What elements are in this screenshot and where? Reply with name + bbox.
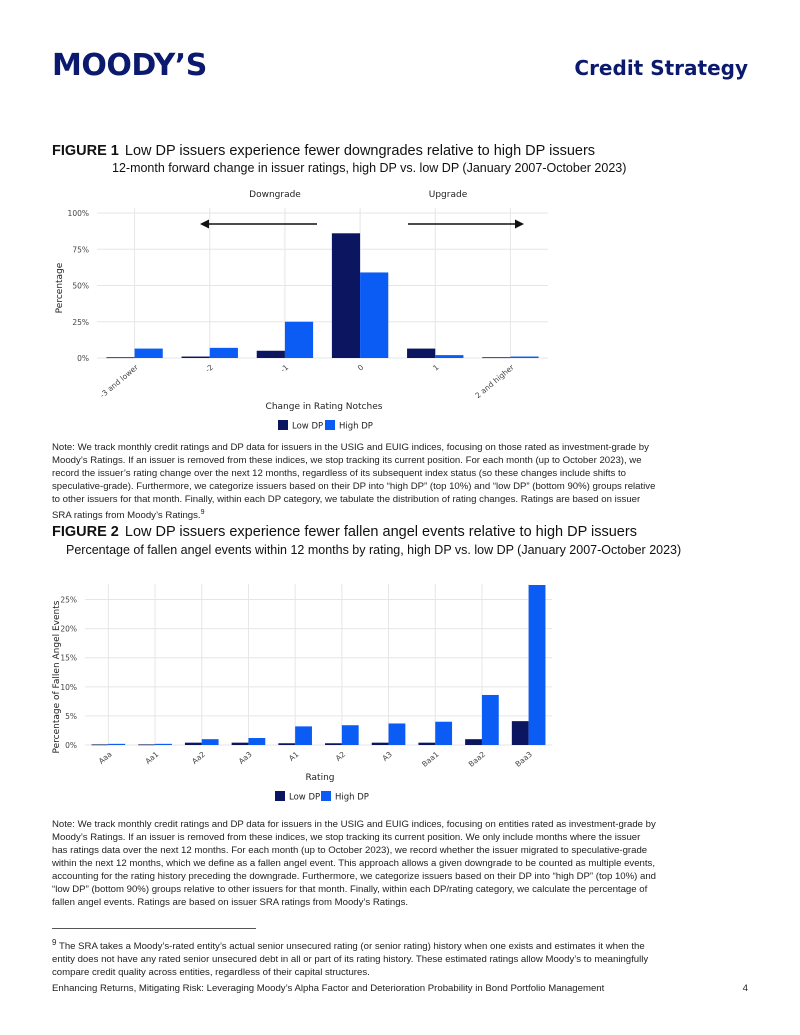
bar-high-dp (155, 744, 172, 745)
legend2-label-low-dp: Low DP (289, 792, 321, 803)
bar-high-dp (529, 585, 546, 745)
c2-y-tick-label: 0% (65, 741, 77, 750)
c2-x-tick-label: Aa1 (143, 749, 161, 766)
bar-low-dp (232, 743, 249, 745)
c2-x-tick-label: Aa3 (236, 749, 254, 766)
figure1-x-axis-label: Change in Rating Notches (265, 402, 383, 412)
c2-x-tick-label: A3 (380, 749, 394, 763)
figure2-subtitle: Percentage of fallen angel events within 12 months by rating, high DP vs. low DP (January 2007-October 2023) (66, 543, 682, 557)
c1-x-tick-label: 2 and higher (473, 362, 516, 401)
c2-x-tick-label: A1 (287, 749, 301, 763)
bar-high-dp (435, 722, 452, 745)
figure2-x-axis-label: Rating (305, 773, 335, 783)
bar-low-dp (325, 743, 342, 745)
c1-x-tick-label: -2 (203, 362, 216, 375)
bar-high-dp (510, 357, 538, 358)
upgrade-annotation: Upgrade (428, 190, 468, 200)
bar-high-dp (389, 723, 406, 745)
bar-low-dp (465, 739, 482, 745)
c1-y-tick-label: 75% (72, 245, 89, 255)
figure2-title-text: Low DP issuers experience fewer fallen angel events relative to high DP issuers (124, 524, 637, 540)
bar-low-dp (418, 743, 435, 745)
c1-y-tick-label: 25% (72, 317, 89, 327)
c1-x-tick-label: 0 (355, 362, 366, 373)
page-number: 4 (742, 983, 748, 994)
c2-x-tick-label: Baa3 (513, 749, 534, 769)
footnote-divider (52, 928, 256, 929)
bar-high-dp (482, 695, 499, 745)
bar-high-dp (435, 355, 463, 358)
c2-x-tick-label: Aaa (96, 749, 114, 766)
footnote-text: The SRA takes a Moody’s-rated entity’s actual senior unsecured rating (or senior rating) history when one exists and estimates it when the entity does not have any rated senior unsecured debt in all or part of its rating history. These estimated ratings allow Moody’s to meaningfully compare credit quality across entities, regardless of their capital structures. (52, 941, 649, 979)
c2-x-tick-label: Aa2 (190, 749, 208, 766)
c2-y-tick-label: 20% (60, 624, 77, 634)
legend2-label-high-dp: High DP (335, 792, 369, 803)
legend-swatch-low-dp (278, 420, 288, 430)
legend-label-high-dp: High DP (339, 421, 373, 432)
bar-low-dp (407, 349, 435, 358)
footnote-ref: 9 (200, 509, 205, 516)
footnote-mark: 9 (52, 938, 57, 947)
bar-low-dp (257, 351, 285, 358)
bar-low-dp (182, 357, 210, 358)
bar-high-dp (295, 726, 312, 745)
bar-low-dp (278, 743, 295, 745)
bar-low-dp (332, 233, 360, 358)
downgrade-annotation: Downgrade (249, 190, 301, 200)
moodys-logo: MOODY’S (52, 48, 207, 83)
figure1-note-text: Note: We track monthly credit ratings and DP data for issuers in the USIG and EUIG indices, focusing on those rated as investment-grade by Moody’s Ratings. If an issuer is removed from these indices, we stop tracking its current position. For each month (up to October 2023), we record the issuer’s rating change over the next 12 months, regardless of its subsequent index status (so these changes include shifts to speculative-grade). Furthermore, we categorize issuers based on their DP into “high DP” (top 10%) and “low DP” (bottom 90%) groups relative to other issuers for that month. Finally, within each DP category, we tabulate the distribution of rating changes. Ratings are based on issuer SRA ratings from Moody’s Ratings. (52, 442, 656, 522)
bar-high-dp (135, 349, 163, 358)
figure1-title-text: Low DP issuers experience fewer downgrades relative to high DP issuers (124, 143, 596, 159)
section-title: Credit Strategy (574, 56, 748, 80)
figure2-chart (40, 580, 560, 808)
c2-x-tick-label: Baa1 (420, 749, 441, 769)
legend2-swatch-high-dp (321, 791, 331, 801)
bar-high-dp (202, 739, 219, 745)
bar-low-dp (106, 357, 134, 358)
footer-text: Enhancing Returns, Mitigating Risk: Leveraging Moody’s Alpha Factor and Deterioration Probability in Bond Portfolio Management (52, 983, 605, 994)
bar-low-dp (138, 744, 155, 745)
c2-y-tick-label: 10% (60, 682, 77, 692)
figure1-y-axis-label: Percentage (55, 262, 65, 314)
figure2-note: Note: We track monthly credit ratings and DP data for issuers in the USIG and EUIG indices, focusing on entities rated as investment-grade by Moody’s Ratings. If an issuer is removed from these indices, we stop tracking its current position. We only include months where the issuer has ratings data over the next 12 months. For each month (up to October 2023), we record whether the issuer migrated to speculative-grade within the next 12 months, which we define as a fallen angel event. This approach allows a given downgrade to be counted as multiple events, accounting for the rating history preceding the downgrade. Furthermore, we categorize issuers based on their DP into “high DP” (top 10%) and “low DP” (bottom 90%) groups relative to other issuers for that month. Finally, within each DP/rating category, we calculate the percentage of fallen angel events. Ratings are based on issuer SRA ratings from Moody’s Ratings. (52, 819, 657, 908)
figure1-subtitle: 12-month forward change in issuer ratings, high DP vs. low DP (January 2007-October 2023) (112, 161, 627, 175)
figure1-chart (40, 182, 560, 434)
figure1-title (52, 142, 595, 160)
bar-high-dp (285, 322, 313, 358)
c2-x-tick-label: A2 (333, 749, 348, 763)
c2-y-tick-label: 5% (65, 711, 77, 721)
c1-x-tick-label: -3 and lower (98, 362, 140, 400)
footnote (52, 936, 660, 979)
downgrade-arrowhead (200, 220, 209, 229)
bar-low-dp (372, 743, 389, 745)
c1-x-tick-label: -1 (278, 362, 291, 375)
bar-high-dp (248, 738, 265, 745)
c2-y-tick-label: 25% (60, 595, 77, 605)
c2-x-tick-label: Baa2 (466, 749, 488, 769)
bar-high-dp (360, 272, 388, 358)
bar-low-dp (512, 721, 529, 745)
figure1-note (52, 441, 658, 522)
c1-x-tick-label: 1 (431, 362, 441, 373)
bar-high-dp (342, 725, 359, 745)
c2-y-tick-label: 15% (60, 653, 77, 663)
bar-low-dp (185, 743, 202, 745)
figure2-title (52, 523, 637, 541)
bar-high-dp (210, 348, 238, 358)
bar-low-dp (482, 357, 510, 358)
c1-y-tick-label: 100% (67, 209, 89, 218)
c1-y-tick-label: 50% (72, 281, 89, 291)
figure2-y-axis-label: Percentage of Fallen Angel Events (52, 600, 62, 754)
figure1-label: FIGURE 1 (52, 143, 119, 159)
upgrade-arrowhead (515, 220, 524, 229)
legend2-swatch-low-dp (275, 791, 285, 801)
legend-label-low-dp: Low DP (292, 421, 324, 432)
figure2-label: FIGURE 2 (52, 524, 119, 540)
legend-swatch-high-dp (325, 420, 335, 430)
bar-high-dp (108, 744, 125, 745)
c1-y-tick-label: 0% (77, 354, 89, 363)
bar-low-dp (92, 744, 109, 745)
